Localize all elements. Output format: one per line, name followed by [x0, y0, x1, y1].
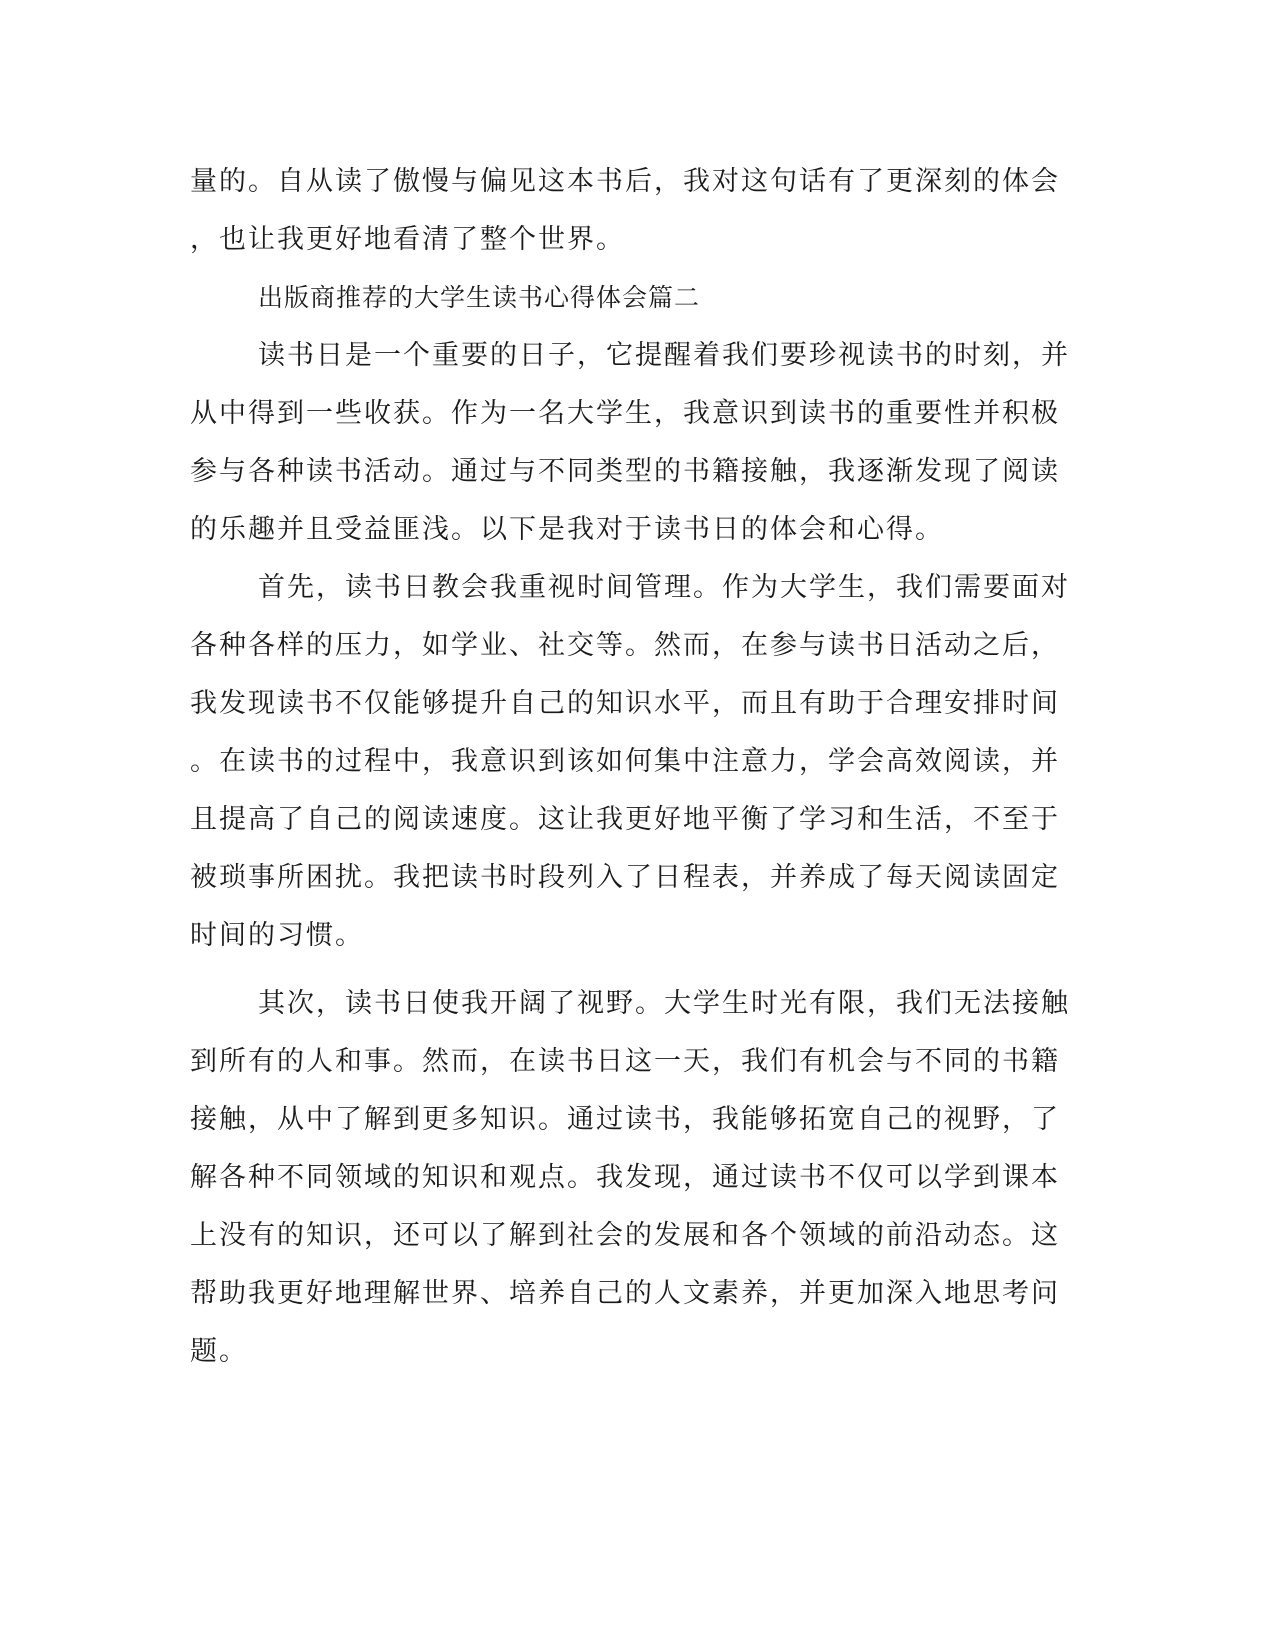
text-line: 从中得到一些收获。作为一名大学生，我意识到读书的重要性并积极: [190, 398, 1060, 429]
text-line: 时间的习惯。: [190, 920, 364, 951]
text-line: ，也让我更好地看清了整个世界。: [190, 224, 625, 255]
text-line: 题。: [190, 1336, 248, 1367]
text-line: 被琐事所困扰。我把读书时段列入了日程表，并养成了每天阅读固定: [190, 862, 1060, 893]
text-line: 且提高了自己的阅读速度。这让我更好地平衡了学习和生活，不至于: [190, 804, 1060, 835]
text-line: 。在读书的过程中，我意识到该如何集中注意力，学会高效阅读，并: [190, 746, 1060, 777]
text-line: 到所有的人和事。然而，在读书日这一天，我们有机会与不同的书籍: [190, 1046, 1060, 1077]
text-line: 解各种不同领域的知识和观点。我发现，通过读书不仅可以学到课本: [190, 1162, 1060, 1193]
text-line: 帮助我更好地理解世界、培养自己的人文素养，并更加深入地思考问: [190, 1278, 1060, 1309]
text-line: 参与各种读书活动。通过与不同类型的书籍接触，我逐渐发现了阅读: [190, 456, 1060, 487]
text-line: 上没有的知识，还可以了解到社会的发展和各个领域的前沿动态。这: [190, 1220, 1060, 1251]
paragraph-first-line: 读书日是一个重要的日子，它提醒着我们要珍视读书的时刻，并: [258, 340, 1070, 371]
text-line: 的乐趣并且受益匪浅。以下是我对于读书日的体会和心得。: [190, 514, 944, 545]
text-line: 量的。自从读了傲慢与偏见这本书后，我对这句话有了更深刻的体会: [190, 166, 1060, 197]
paragraph-first-line: 首先，读书日教会我重视时间管理。作为大学生，我们需要面对: [258, 572, 1070, 603]
text-line: 各种各样的压力，如学业、社交等。然而，在参与读书日活动之后，: [190, 630, 1060, 661]
text-line: 我发现读书不仅能够提升自己的知识水平，而且有助于合理安排时间: [190, 688, 1060, 719]
text-line: 接触，从中了解到更多知识。通过读书，我能够拓宽自己的视野，了: [190, 1104, 1060, 1135]
section-heading: 出版商推荐的大学生读书心得体会篇二: [258, 283, 701, 312]
paragraph-first-line: 其次，读书日使我开阔了视野。大学生时光有限，我们无法接触: [258, 988, 1070, 1019]
